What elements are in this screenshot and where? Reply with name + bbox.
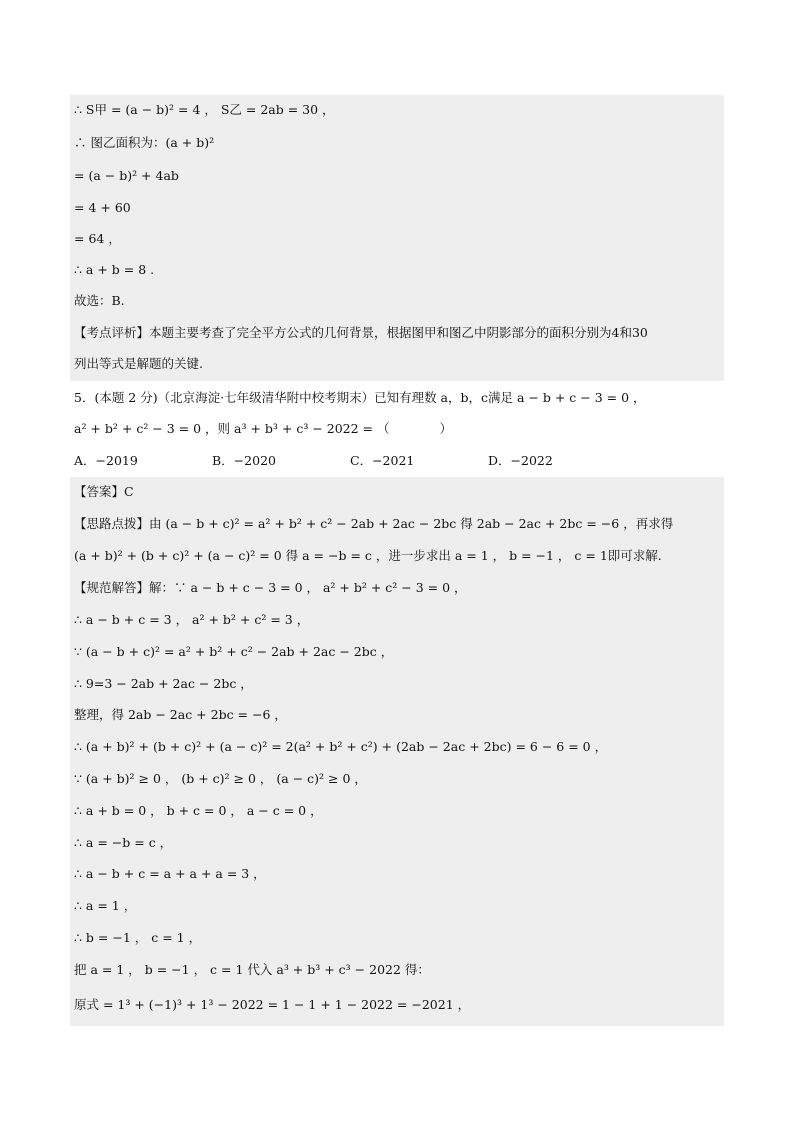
hint-line: 【思路点拨】由 (a − b + c)² = a² + b² + c² − 2ab + 2ac − 2bc 得 2ab − 2ac + 2bc = −6 ，再求得 xyxy=(74,516,674,531)
solution-line: ∴ 9=3 − 2ab + 2ac − 2bc ， xyxy=(74,676,253,691)
option-d: D．−2022 xyxy=(488,453,553,468)
answer-choice-line: 故选：B. xyxy=(74,293,125,308)
solution-line: 【规范解答】解：∵ a − b + c − 3 = 0 ， a² + b² + c² − 3 = 0 ， xyxy=(74,580,467,595)
option-b: B．−2020 xyxy=(212,453,276,468)
solution-line: ∴ 图乙面积为：(a + b)² xyxy=(74,135,215,150)
solution-line: = (a − b)² + 4ab xyxy=(74,168,179,183)
analysis-line: 列出等式是解题的关键. xyxy=(74,356,203,371)
solution-line: ∵ (a − b + c)² = a² + b² + c² − 2ab + 2ac − 2bc ， xyxy=(74,644,394,659)
solution-line: ∴ a + b = 0 ， b + c = 0 ， a − c = 0 ， xyxy=(74,803,323,818)
solution-line: ∴ a − b + c = a + a + a = 3 ， xyxy=(74,866,266,881)
hint-line: (a + b)² + (b + c)² + (a − c)² = 0 得 a = −b = c ，进一步求出 a = 1 ， b = −1 ， c = 1即可求解. xyxy=(74,548,662,563)
solution-line: 整理，得 2ab − 2ac + 2bc = −6 ， xyxy=(74,707,287,722)
solution-line: 原式 = 1³ + (−1)³ + 1³ − 2022 = 1 − 1 + 1 − 2022 = −2021 ， xyxy=(74,997,471,1012)
solution-line: ∴ a + b = 8 . xyxy=(74,262,155,277)
solution-line: 把 a = 1 ， b = −1 ， c = 1 代入 a³ + b³ + c³ − 2022 得： xyxy=(74,962,430,977)
solution-line: ∵ (a + b)² ≥ 0 ， (b + c)² ≥ 0 ， (a − c)² ≥ 0 ， xyxy=(74,771,367,786)
solution-line: = 4 + 60 xyxy=(74,200,131,215)
option-a: A．−2019 xyxy=(74,453,138,468)
solution-line: ∴ (a + b)² + (b + c)² + (a − c)² = 2(a² + b² + c²) + (2ab − 2ac + 2bc) = 6 − 6 = 0 ， xyxy=(74,739,608,754)
solution-line: ∴ b = −1 ， c = 1 ， xyxy=(74,930,202,945)
solution-line: ∴ S甲 = (a − b)² = 4 ， S乙 = 2ab = 30 ， xyxy=(74,102,335,117)
question-stem-continued: a² + b² + c² − 3 = 0 ，则 a³ + b³ + c³ − 2022 = （ ） xyxy=(74,421,453,436)
solution-line: ∴ a − b + c = 3 ， a² + b² + c² = 3 ， xyxy=(74,612,310,627)
option-c: C．−2021 xyxy=(350,453,415,468)
solution-line: ∴ a = −b = c ， xyxy=(74,835,173,850)
solution-line: ∴ a = 1 ， xyxy=(74,898,137,913)
analysis-line: 【考点评析】本题主要考查了完全平方公式的几何背景，根据图甲和图乙中阴影部分的面积分别为4和30 xyxy=(74,325,648,340)
question-stem: 5．(本题 2 分)（北京海淀·七年级清华附中校考期末）已知有理数 a，b，c满足 a − b + c − 3 = 0 ， xyxy=(74,390,646,405)
answer-line: 【答案】C xyxy=(74,484,134,499)
solution-line: = 64 ， xyxy=(74,231,121,246)
